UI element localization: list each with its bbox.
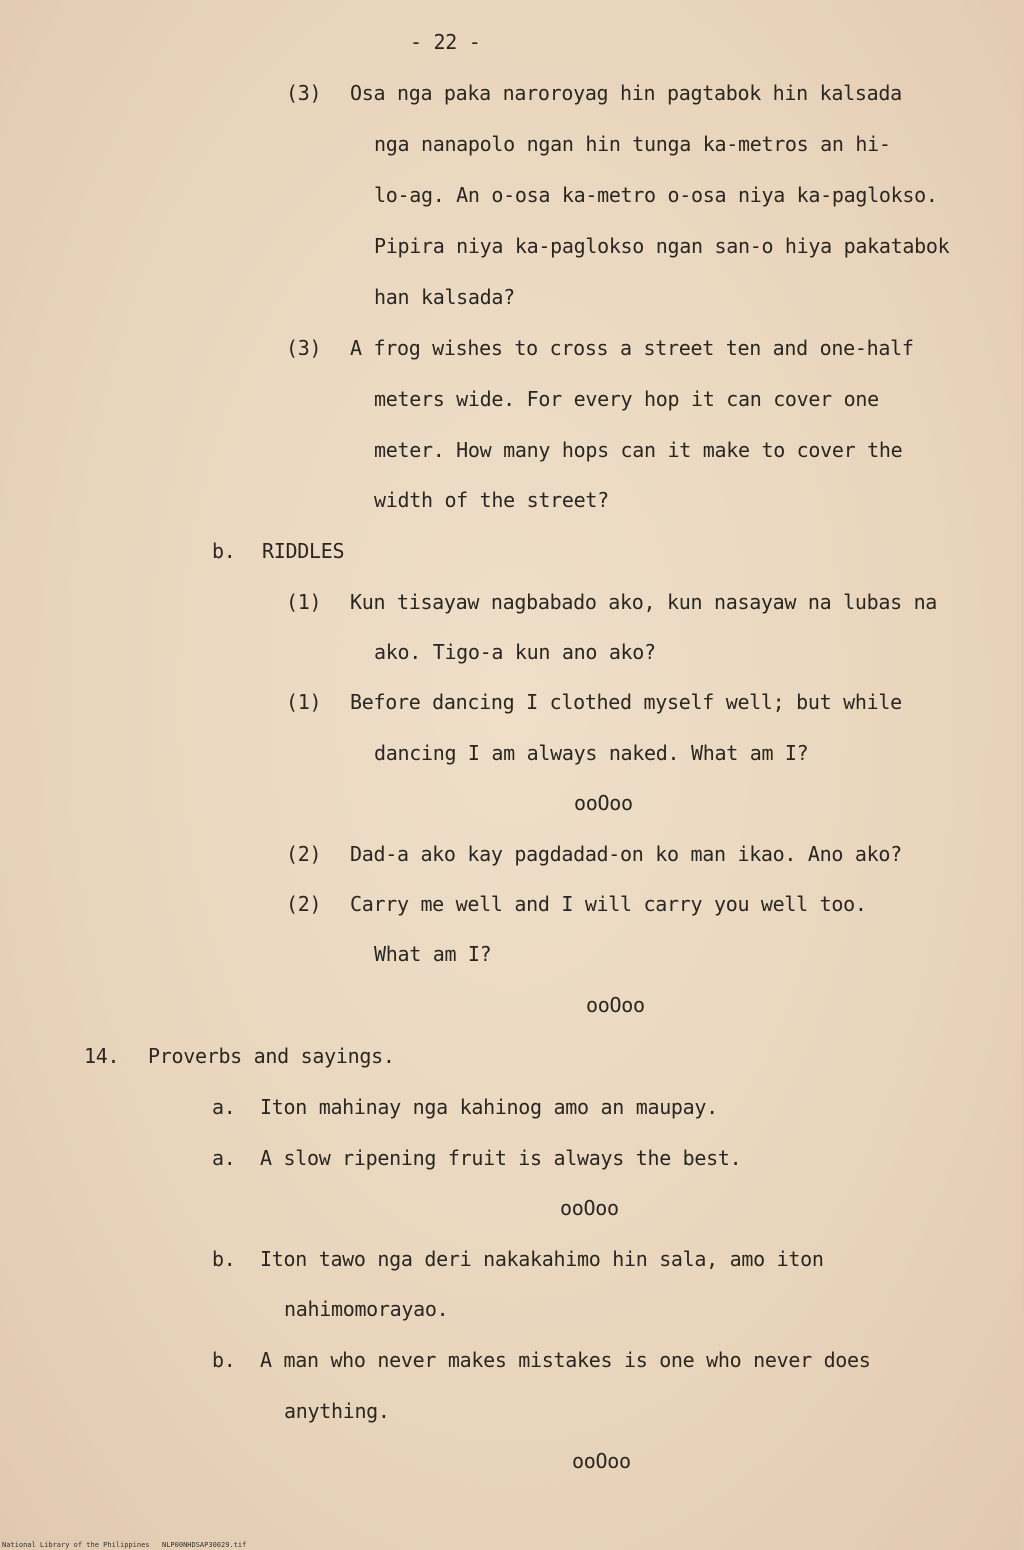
riddle-label: (2): [286, 892, 322, 916]
problem-label: (3): [286, 336, 322, 360]
riddles-title: RIDDLES: [262, 539, 345, 563]
riddle-waray-line: Kun tisayaw nagbabado ako, kun nasayaw na lubas na: [350, 590, 938, 614]
problem-waray-line: Pipira niya ka-paglokso ngan san-o hiya pakatabok: [374, 234, 950, 258]
riddle-english-line: What am I?: [374, 942, 492, 966]
separator: ooOoo: [574, 791, 633, 815]
problem-label: (3): [286, 81, 322, 105]
riddle-waray-line: ako. Tigo-a kun ano ako?: [374, 640, 656, 664]
problem-waray-line: nga nanapolo ngan hin tunga ka-metros an hi-: [374, 132, 891, 156]
problem-waray-line: han kalsada?: [374, 285, 515, 309]
riddle-label: (1): [286, 690, 322, 714]
riddle-english-line: Before dancing I clothed myself well; but while: [350, 690, 902, 714]
problem-english-line: meter. How many hops can it make to cover the: [374, 438, 903, 462]
page-number: - 22 -: [410, 30, 481, 54]
proverb-label: b.: [212, 1348, 236, 1372]
proverb-label: a.: [212, 1095, 236, 1119]
proverbs-title: Proverbs and sayings.: [148, 1044, 395, 1068]
proverb-english-line: A man who never makes mistakes is one who never does: [260, 1348, 871, 1372]
riddle-waray-line: Dad-a ako kay pagdadad-on ko man ikao. Ano ako?: [350, 842, 902, 866]
proverb-label: a.: [212, 1146, 236, 1170]
footer-library: National Library of the Philippines: [2, 1541, 150, 1549]
separator: ooOoo: [572, 1449, 631, 1473]
riddle-english-line: Carry me well and I will carry you well too.: [350, 892, 867, 916]
footer-filename: NLP00NHDSAP30029.tif: [162, 1541, 247, 1549]
problem-english-line: A frog wishes to cross a street ten and one-half: [350, 336, 914, 360]
riddle-label: (2): [286, 842, 322, 866]
proverb-english-line: anything.: [284, 1399, 390, 1423]
proverb-english-line: A slow ripening fruit is always the best.: [260, 1146, 742, 1170]
proverbs-number: 14.: [84, 1044, 120, 1068]
proverb-waray-line: Iton tawo nga deri nakakahimo hin sala, amo iton: [260, 1247, 824, 1271]
proverb-label: b.: [212, 1247, 236, 1271]
riddle-label: (1): [286, 590, 322, 614]
proverb-waray-line: Iton mahinay nga kahinog amo an maupay.: [260, 1095, 718, 1119]
problem-english-line: width of the street?: [374, 488, 609, 512]
riddles-label: b.: [212, 539, 236, 563]
riddle-english-line: dancing I am always naked. What am I?: [374, 741, 809, 765]
separator: ooOoo: [586, 993, 645, 1017]
problem-waray-line: lo-ag. An o-osa ka-metro o-osa niya ka-paglokso.: [374, 183, 938, 207]
problem-waray-line: Osa nga paka naroroyag hin pagtabok hin kalsada: [350, 81, 902, 105]
separator: ooOoo: [560, 1196, 619, 1220]
proverb-waray-line: nahimomorayao.: [284, 1297, 449, 1321]
problem-english-line: meters wide. For every hop it can cover one: [374, 387, 879, 411]
